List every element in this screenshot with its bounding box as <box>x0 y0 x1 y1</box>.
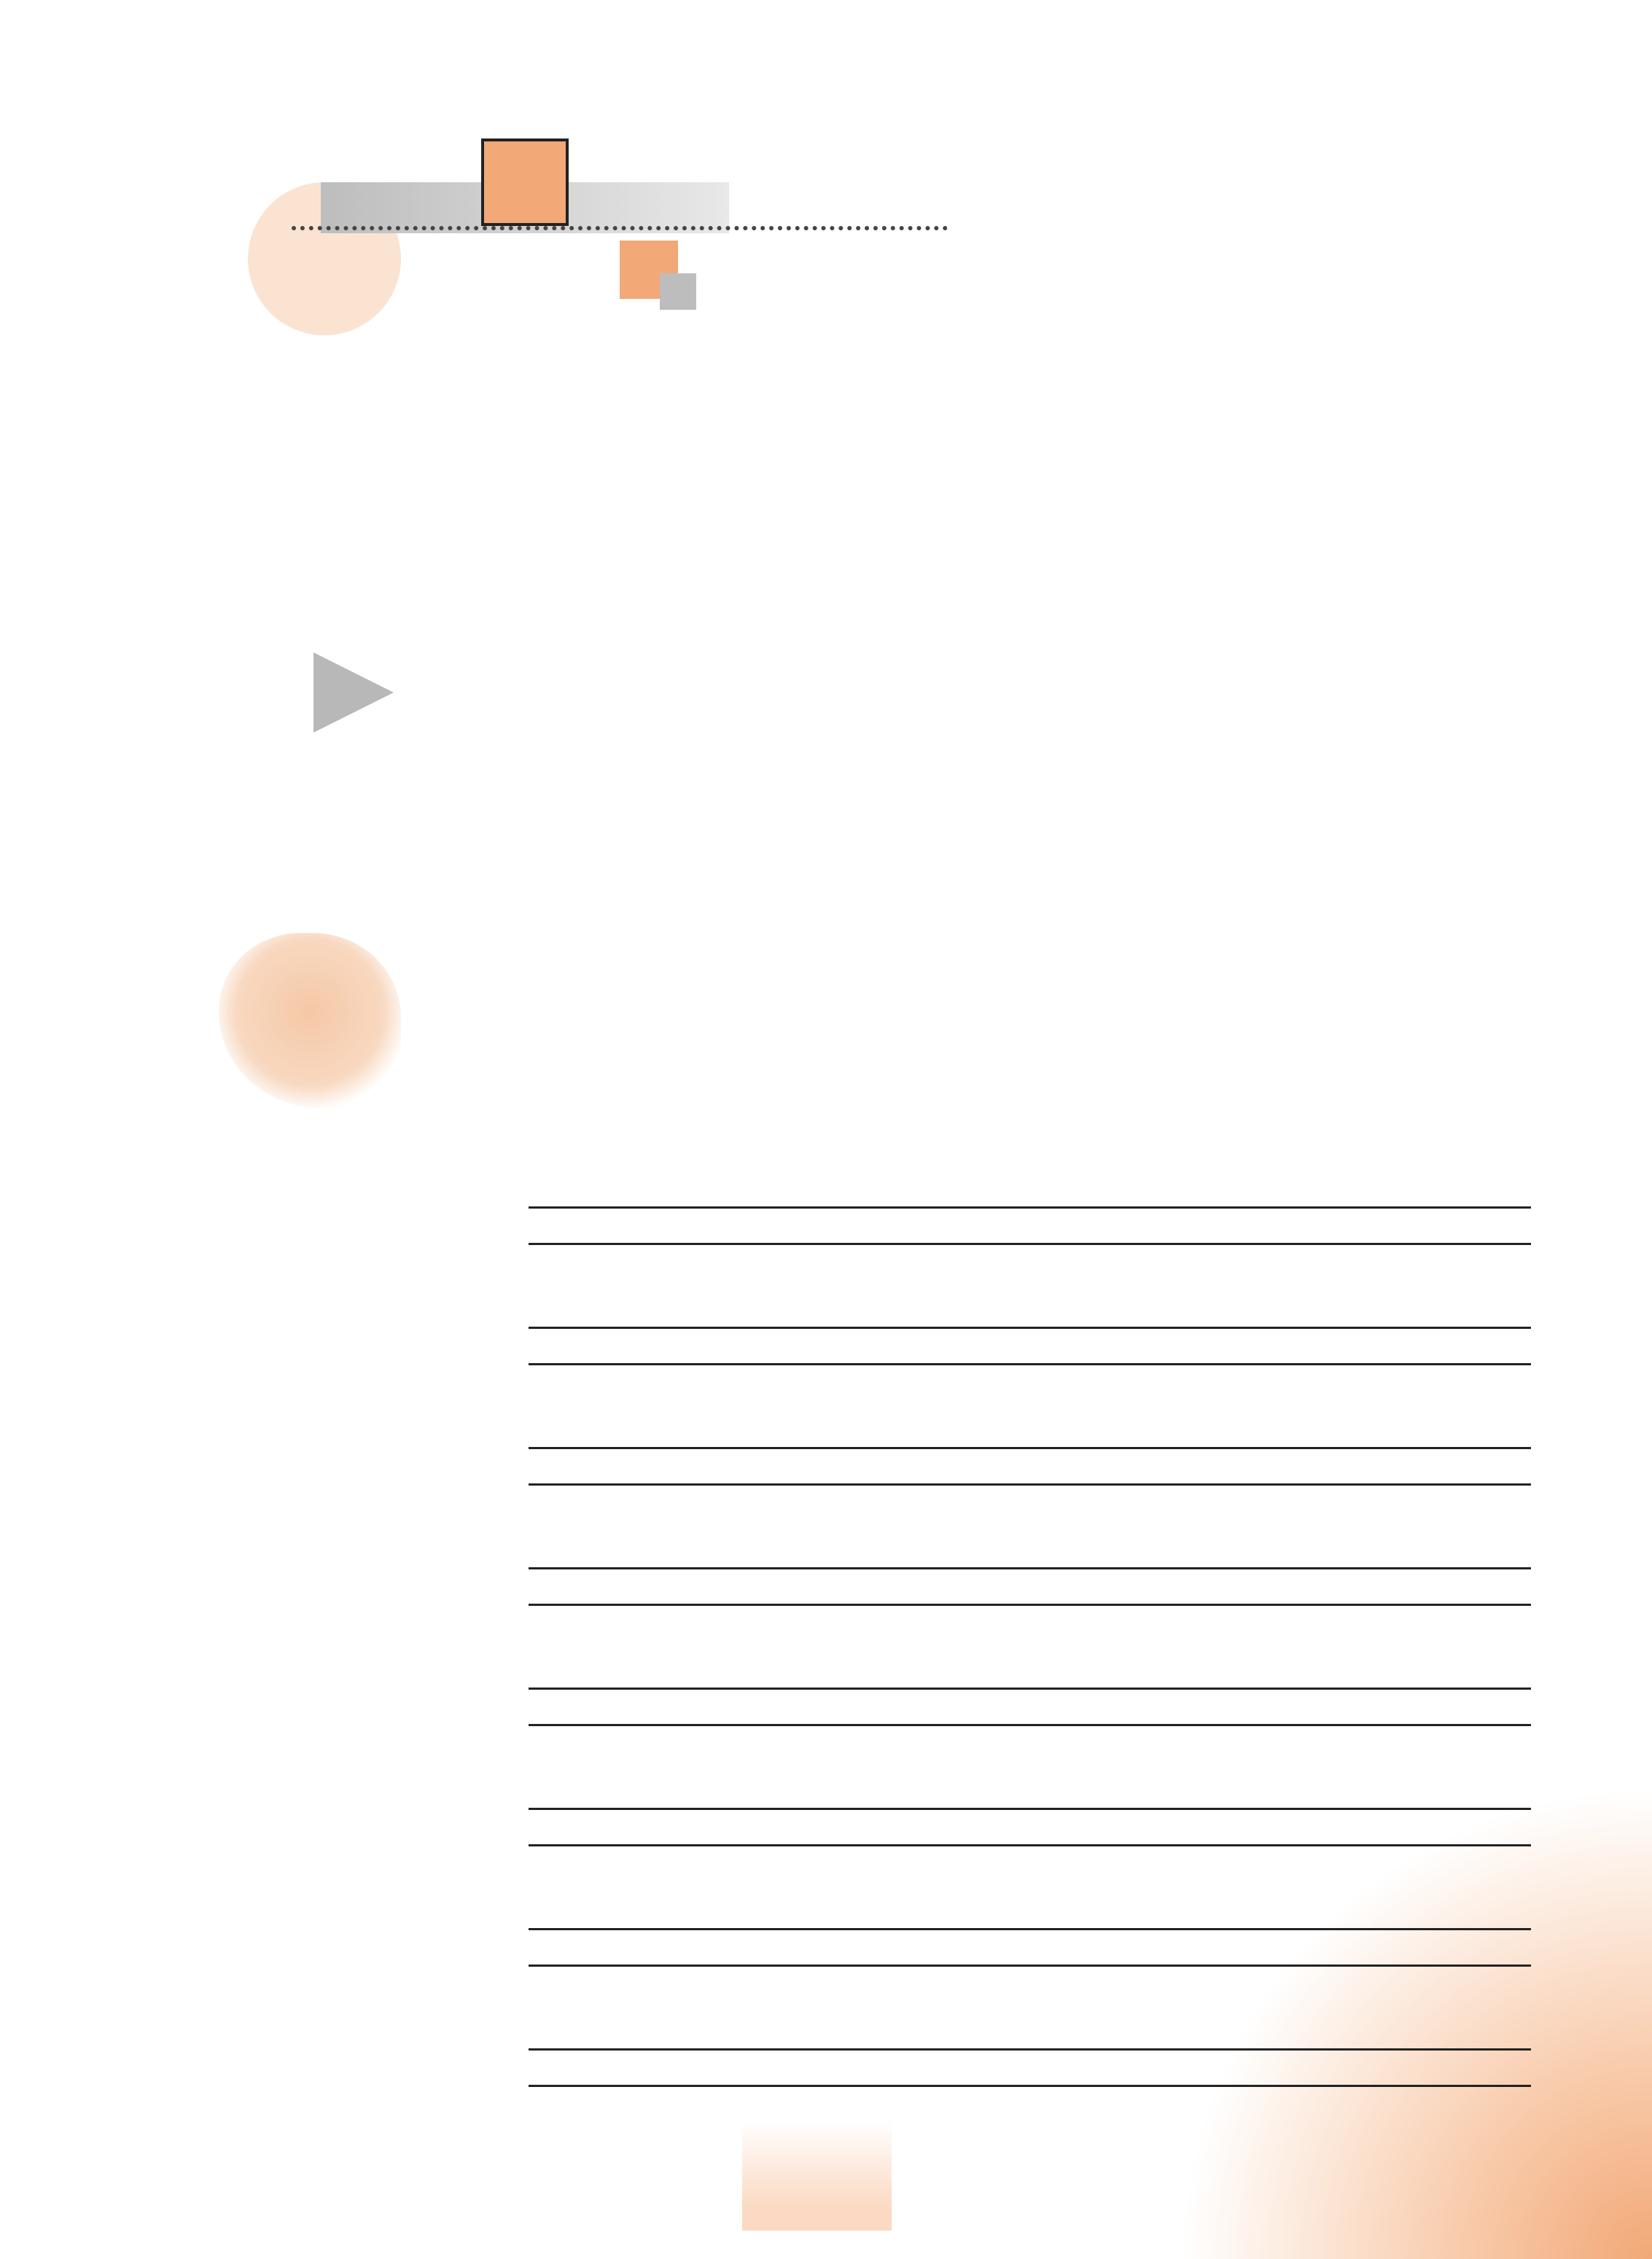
writing-line-upper[interactable] <box>529 1567 1531 1569</box>
writing-line-upper[interactable] <box>529 1327 1531 1329</box>
answer-row-h <box>408 2019 1531 2092</box>
decor-small-gray-square <box>660 273 696 310</box>
writing-line-upper[interactable] <box>529 1808 1531 1810</box>
answer-row-c <box>408 1418 1531 1491</box>
ink-splash-decoration <box>219 933 401 1108</box>
writing-line-upper[interactable] <box>529 1688 1531 1690</box>
answer-row-a <box>408 1177 1531 1250</box>
page-number-background <box>742 2121 892 2231</box>
exercise-arrow-icon <box>313 652 394 733</box>
answer-row-f <box>408 1779 1531 1852</box>
unit-number-box <box>481 138 569 226</box>
writing-line-upper[interactable] <box>529 1928 1531 1930</box>
writing-line-upper[interactable] <box>529 1206 1531 1209</box>
decor-dotted-line <box>292 226 948 230</box>
writing-line-lower[interactable] <box>529 1965 1531 1967</box>
writing-line-lower[interactable] <box>529 2085 1531 2087</box>
writing-line-upper[interactable] <box>529 1447 1531 1449</box>
answer-row-b <box>408 1298 1531 1370</box>
answer-row-d <box>408 1538 1531 1611</box>
writing-line-lower[interactable] <box>529 1844 1531 1846</box>
writing-line-lower[interactable] <box>529 1604 1531 1606</box>
writing-line-lower[interactable] <box>529 1243 1531 1245</box>
answer-row-g <box>408 1899 1531 1972</box>
writing-line-lower[interactable] <box>529 1724 1531 1726</box>
writing-line-lower[interactable] <box>529 1483 1531 1486</box>
answer-row-e <box>408 1658 1531 1731</box>
unit-header-graphic <box>248 131 977 321</box>
left-dot-border <box>67 29 96 2092</box>
top-dot-border <box>44 60 1648 82</box>
writing-line-lower[interactable] <box>529 1363 1531 1365</box>
writing-line-upper[interactable] <box>529 2048 1531 2051</box>
